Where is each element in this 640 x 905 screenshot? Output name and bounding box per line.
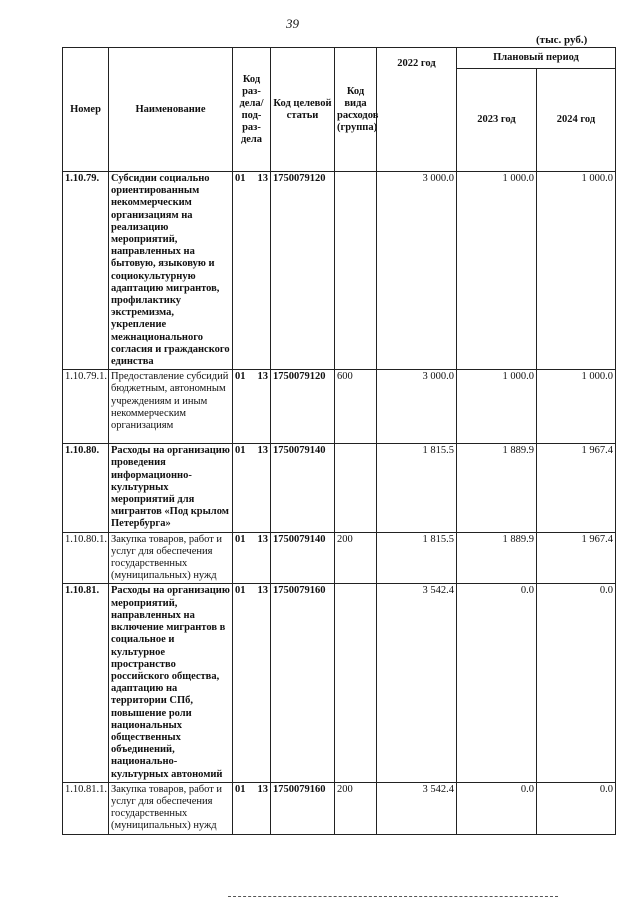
header-row bbox=[63, 48, 616, 69]
row-2023-amount: 0.0 bbox=[457, 782, 537, 834]
page-number: 39 bbox=[286, 16, 299, 31]
row-target-code: 1750079140 bbox=[271, 444, 335, 532]
row-2022-amount: 3 542.4 bbox=[377, 782, 457, 834]
table-row bbox=[63, 370, 616, 444]
row-subsection-code: 13 bbox=[257, 585, 268, 597]
table-row bbox=[63, 782, 616, 834]
row-expense-type: 600 bbox=[335, 370, 377, 444]
cropped-footer-line bbox=[228, 896, 558, 902]
row-expense-type: 200 bbox=[335, 782, 377, 834]
row-section bbox=[233, 370, 271, 444]
row-expense-type bbox=[335, 172, 377, 370]
row-2024-amount: 0.0 bbox=[537, 782, 616, 834]
row-name: Расходы на организацию проведения информационно-культурных мероприятий для мигрантов «Под крылом Петербурга» bbox=[109, 444, 233, 532]
row-target-code: 1750079120 bbox=[271, 370, 335, 444]
row-target-code: 1750079120 bbox=[271, 172, 335, 370]
row-2022-amount: 3 542.4 bbox=[377, 584, 457, 782]
row-2022-amount: 1 815.5 bbox=[377, 532, 457, 584]
row-name: Закупка товаров, работ и услуг для обеспечения государственных (муниципальных) нужд bbox=[109, 532, 233, 584]
row-target-code: 1750079160 bbox=[271, 584, 335, 782]
row-2023-amount: 1 889.9 bbox=[457, 444, 537, 532]
row-2024-amount: 0.0 bbox=[537, 584, 616, 782]
row-section-code: 01 bbox=[235, 533, 246, 545]
row-target-code: 1750079160 bbox=[271, 782, 335, 834]
row-section bbox=[233, 782, 271, 834]
table-row bbox=[63, 444, 616, 532]
header-number: Номер bbox=[63, 48, 109, 172]
header-target: Код целевой статьи bbox=[271, 48, 335, 172]
row-2022-amount: 3 000.0 bbox=[377, 370, 457, 444]
header-planned-period: Плановый период bbox=[457, 48, 616, 69]
row-section bbox=[233, 532, 271, 584]
header-expense-type: Код вида расходов (группа) bbox=[335, 48, 377, 172]
row-subsection-code: 13 bbox=[257, 783, 268, 795]
row-name: Расходы на организацию мероприятий, направленных на включение мигрантов в социальное и культурное пространство российского общества, адаптацию на территории СПб, повышение роли национальных общественных объединений, национально-культурных автономий bbox=[109, 584, 233, 782]
row-section bbox=[233, 172, 271, 370]
row-name: Предоставление субсидий бюджетным, автономным учреждениям и иным некоммерческим организациям bbox=[109, 370, 233, 444]
row-subsection-code: 13 bbox=[257, 371, 268, 383]
row-section-code: 01 bbox=[235, 783, 246, 795]
row-section-code: 01 bbox=[235, 371, 246, 383]
row-section-code: 01 bbox=[235, 173, 246, 184]
row-number: 1.10.80.1. bbox=[63, 532, 109, 584]
row-2022-amount: 3 000.0 bbox=[377, 172, 457, 370]
row-section bbox=[233, 584, 271, 782]
row-name: Закупка товаров, работ и услуг для обеспечения государственных (муниципальных) нужд bbox=[109, 782, 233, 834]
row-name: Субсидии социально ориентированным некоммерческим организациям на реализацию мероприятий, направленных на бытовую, языковую и социокультурную адаптацию мигрантов, профилактику экстремизма, укрепление межнационального согласия и гражданского единства bbox=[109, 172, 233, 370]
row-subsection-code: 13 bbox=[257, 445, 268, 457]
row-2022-amount: 1 815.5 bbox=[377, 444, 457, 532]
table-row bbox=[63, 532, 616, 584]
row-number: 1.10.81. bbox=[63, 584, 109, 782]
row-number: 1.10.81.1. bbox=[63, 782, 109, 834]
header-name: Наименование bbox=[109, 48, 233, 172]
row-2024-amount: 1 000.0 bbox=[537, 172, 616, 370]
header-section: Код раз-дела/ под-раз-дела bbox=[233, 48, 271, 172]
row-subsection-code: 13 bbox=[257, 533, 268, 545]
row-2024-amount: 1 000.0 bbox=[537, 370, 616, 444]
budget-table bbox=[62, 47, 616, 835]
row-2023-amount: 0.0 bbox=[457, 584, 537, 782]
row-target-code: 1750079140 bbox=[271, 532, 335, 584]
units-label: (тыс. руб.) bbox=[536, 34, 588, 46]
header-2024: 2024 год bbox=[537, 69, 616, 172]
row-2024-amount: 1 967.4 bbox=[537, 532, 616, 584]
row-section-code: 01 bbox=[235, 445, 246, 457]
row-subsection-code: 13 bbox=[257, 173, 268, 184]
row-2023-amount: 1 000.0 bbox=[457, 172, 537, 370]
header-2023: 2023 год bbox=[457, 69, 537, 172]
row-section bbox=[233, 444, 271, 532]
header-2022: 2022 год bbox=[377, 48, 457, 172]
table-body bbox=[63, 172, 616, 835]
row-expense-type bbox=[335, 444, 377, 532]
row-number: 1.10.79. bbox=[63, 172, 109, 370]
row-2024-amount: 1 967.4 bbox=[537, 444, 616, 532]
row-number: 1.10.79.1. bbox=[63, 370, 109, 444]
row-section-code: 01 bbox=[235, 585, 246, 597]
table-row bbox=[63, 584, 616, 782]
row-expense-type bbox=[335, 584, 377, 782]
row-expense-type: 200 bbox=[335, 532, 377, 584]
row-2023-amount: 1 889.9 bbox=[457, 532, 537, 584]
row-2023-amount: 1 000.0 bbox=[457, 370, 537, 444]
row-number: 1.10.80. bbox=[63, 444, 109, 532]
table-row bbox=[63, 172, 616, 370]
